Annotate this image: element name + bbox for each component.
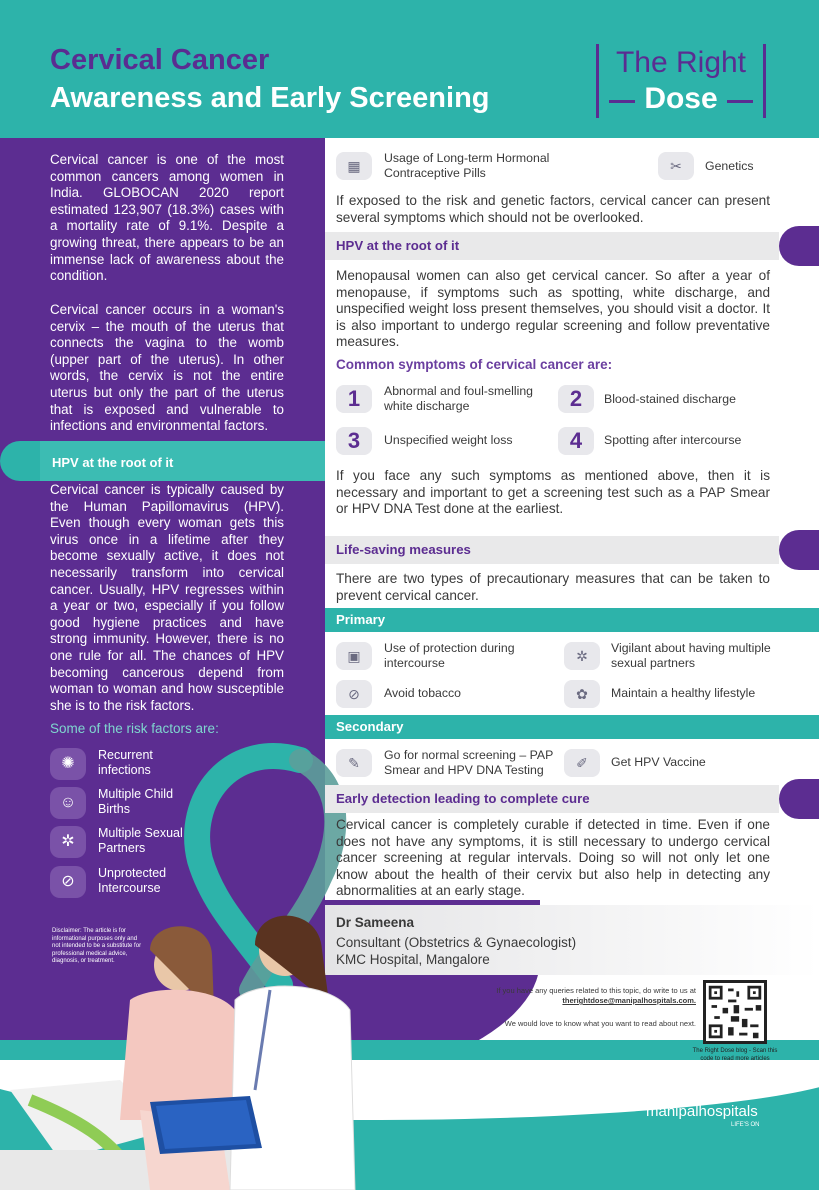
risk-label: Births bbox=[98, 802, 130, 816]
risk-hormonal-line2: Contraceptive Pills bbox=[384, 165, 486, 180]
symptom-1-line2: white discharge bbox=[384, 398, 470, 413]
page-title-line1: Cervical Cancer bbox=[50, 44, 270, 76]
disclaimer: Disclaimer: The article is for informational purposes only and not intended to be a substitute for professional medical advice, diagnosis, or treatment. bbox=[52, 928, 142, 964]
primary-item-1-line1: Use of protection during bbox=[384, 641, 515, 655]
symptom-3: Unspecified weight loss bbox=[384, 433, 513, 447]
symptom-4: Spotting after intercourse bbox=[604, 433, 742, 447]
qr-caption: The Right Dose blog - Scan this code to read more articles bbox=[692, 1048, 778, 1062]
risk-label: infections bbox=[98, 763, 151, 777]
page-title-line2: Awareness and Early Screening bbox=[50, 82, 490, 114]
symptom-number-4: 4 bbox=[558, 427, 594, 455]
secondary-item-2: Get HPV Vaccine bbox=[611, 755, 706, 769]
secondary-title: Secondary bbox=[336, 719, 404, 734]
symptom-number-2: 2 bbox=[558, 385, 594, 413]
risk-label: Intercourse bbox=[98, 881, 161, 895]
no-protection-icon: ⊘ bbox=[50, 866, 86, 898]
contact-email-link[interactable]: therightdose@manipalhospitals.com. bbox=[562, 996, 696, 1005]
cervix-paragraph: Cervical cancer occurs in a woman's cervix – the mouth of the uterus that connects the vagina to the womb (upper part of the uterus). In other words, the cervix is not the entire uterus but only the part of the uterus that is exposed and vulnerable to infections and environmental factors. bbox=[50, 302, 284, 434]
primary-item-3: Avoid tobacco bbox=[384, 686, 462, 700]
symptom-2: Blood-stained discharge bbox=[604, 392, 736, 406]
no-smoking-icon: ⊘ bbox=[336, 680, 372, 708]
secondary-item-1-line1: Go for normal screening – PAP bbox=[384, 748, 554, 762]
screening-paragraph: If you face any such symptoms as mentioned above, then it is necessary and important to get a screening test such as a PAP Smear or HPV DNA Test done at the earliest. bbox=[336, 468, 770, 517]
risk-genetics: Genetics bbox=[705, 159, 754, 173]
measures-paragraph: There are two types of precautionary measures that can be taken to prevent cervical cancer. bbox=[336, 571, 770, 603]
logo-line1: The Right bbox=[615, 46, 747, 79]
cure-paragraph: Cervical cancer is completely curable if detected in time. Even if one does not have any symptoms, it is still necessary to undergo cervical cancer screening at regular intervals. Doing so will not only let one know about the health of their cervix but also help in detecting any abnormalities at an early stage. bbox=[336, 817, 770, 899]
logo-line2: Dose bbox=[644, 82, 718, 115]
cure-title: Early detection leading to complete cure bbox=[336, 791, 590, 806]
screening-icon: ✎ bbox=[336, 749, 372, 777]
primary-item-2-line2: sexual partners bbox=[611, 655, 696, 670]
hpv-right-title: HPV at the root of it bbox=[336, 238, 460, 253]
hpv-paragraph: Cervical cancer is typically caused by the Human Papillomavirus (HPV). Even though every woman gets this virus once in a lifetime after they become sexually active, it does not necessarily transform into cervical cancer. Usually, HPV regresses within a year or two, especially if you follow good hygiene practices and have strong immunity. However, there is no one rule for all. The chances of HPV becoming cancerous depend from woman to woman and how susceptible she is to the risk factors. bbox=[50, 482, 284, 713]
risk-label: Multiple Child bbox=[98, 787, 174, 801]
virus-icon: ✺ bbox=[50, 748, 86, 780]
symptom-number-1: 1 bbox=[336, 385, 372, 413]
exposed-paragraph: If exposed to the risk and genetic factors, cervical cancer can present several symptoms which should not be overlooked. bbox=[336, 193, 770, 225]
risk-label: Multiple Sexual bbox=[98, 826, 183, 840]
vaccine-icon: ✐ bbox=[564, 749, 600, 777]
measures-title: Life-saving measures bbox=[336, 542, 471, 557]
wish-text: We would love to know what you want to read about next. bbox=[504, 1019, 696, 1028]
secondary-item-1-line2: Smear and HPV DNA Testing bbox=[384, 762, 544, 777]
doctor-role: Consultant (Obstetrics & Gynaecologist) bbox=[336, 935, 577, 950]
menopause-paragraph: Menopausal women can also get cervical cancer. So after a year of menopause, if symptoms such as spotting, white discharge, and unspecified weight loss present themselves, you should visit a doctor. It is also important to undergo regular screening and follow preventative measures. bbox=[336, 268, 770, 350]
manipal-hospitals-logo: manipalhospitals bbox=[646, 1103, 758, 1120]
primary-item-4: Maintain a healthy lifestyle bbox=[611, 686, 756, 700]
primary-item-1-line2: intercourse bbox=[384, 655, 445, 670]
brand-tagline: LIFE'S ON bbox=[731, 1122, 760, 1128]
doctor-hospital: KMC Hospital, Mangalore bbox=[336, 952, 490, 967]
network-icon: ✲ bbox=[50, 826, 86, 858]
primary-title: Primary bbox=[336, 612, 386, 627]
risk-label: Recurrent bbox=[98, 748, 153, 762]
doctor-name: Dr Sameena bbox=[336, 915, 415, 930]
primary-item-2-line1: Vigilant about having multiple bbox=[611, 641, 771, 655]
risk-hormonal-line1: Usage of Long-term Hormonal bbox=[384, 151, 550, 165]
babies-icon: ☺ bbox=[50, 787, 86, 819]
pill-pack-icon: ▦ bbox=[336, 152, 372, 180]
hpv-section-title: HPV at the root of it bbox=[52, 455, 174, 470]
symptoms-title: Common symptoms of cervical cancer are: bbox=[336, 357, 613, 372]
dna-icon: ✂ bbox=[658, 152, 694, 180]
symptom-number-3: 3 bbox=[336, 427, 372, 455]
healthy-lifestyle-icon: ✿ bbox=[564, 680, 600, 708]
partners-icon: ✲ bbox=[564, 642, 600, 670]
symptom-1-line1: Abnormal and foul-smelling bbox=[384, 384, 534, 398]
protection-icon: ▣ bbox=[336, 642, 372, 670]
query-prefix: If you have any queries related to this topic, do write to us at bbox=[496, 986, 696, 995]
intro-paragraph: Cervical cancer is one of the most common cancers among women in India. GLOBOCAN 2020 report estimated 123,907 (18.3%) cases with a mortality rate of 9.1%. Despite a growing threat, there appears to be an immense lack of awareness about the condition. bbox=[50, 152, 284, 284]
risk-label: Partners bbox=[98, 841, 146, 855]
risk-label: Unprotected bbox=[98, 866, 167, 880]
risk-factors-title: Some of the risk factors are: bbox=[50, 721, 219, 736]
